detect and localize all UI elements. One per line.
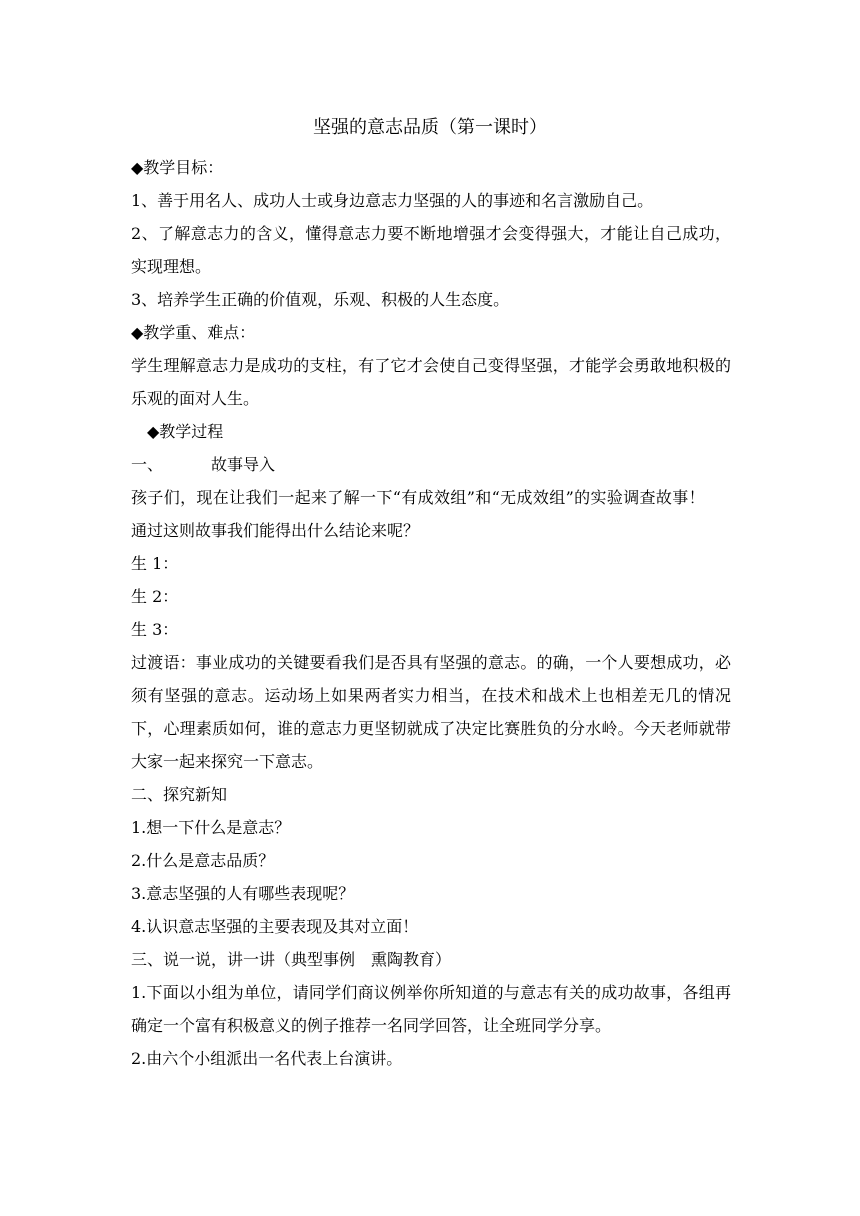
part2-item: 1.想一下什么是意志？ <box>131 818 291 837</box>
student-line: 生 1： <box>131 554 179 573</box>
document-body <box>131 151 731 1075</box>
part3-item: 2.由六个小组派出一名代表上台演讲。 <box>131 1049 403 1068</box>
part1-heading <box>131 448 731 481</box>
part2-heading: 二、探究新知 <box>131 785 228 804</box>
part1-text-b: 通过这则故事我们能得出什么结论来呢？ <box>131 521 420 540</box>
objective-item: 3、培养学生正确的价值观，乐观、积极的人生态度。 <box>131 290 510 309</box>
part3-heading <box>131 943 731 976</box>
part2-item: 4.认识意志坚强的主要表现及其对立面！ <box>131 917 419 936</box>
objective-item: 2、了解意志力的含义，懂得意志力要不断地增强才会变得强大，才能让自己成功，实现理想。 <box>131 224 731 276</box>
keypoints-text: 学生理解意志力是成功的支柱，有了它才会使自己变得坚强，才能学会勇敢地积极的乐观的面对人生。 <box>131 356 731 408</box>
student-line: 生 3： <box>131 620 179 639</box>
part1-text <box>131 481 731 547</box>
student-line: 生 2： <box>131 587 179 606</box>
part3-heading-b: 熏陶教育） <box>371 950 452 969</box>
objective-item: 1、善于用名人、成功人士或身边意志力坚强的人的事迹和名言激励自己。 <box>131 191 654 210</box>
part1-text-a: 孩子们，现在让我们一起来了解一下“有成效组”和“无成效组”的实验调查故事！ <box>131 488 705 507</box>
part1-title: 故事导入 <box>211 455 276 474</box>
part1-number: 一、 <box>131 455 164 474</box>
part2-item: 3.意志坚强的人有哪些表现呢？ <box>131 884 355 903</box>
keypoints-heading: ◆教学重、难点： <box>131 323 256 342</box>
objectives-heading: ◆教学目标： <box>131 158 224 177</box>
transition-text: 过渡语：事业成功的关键要看我们是否具有坚强的意志。的确，一个人要想成功，必须有坚强的意志。运动场上如果两者实力相当，在技术和战术上也相差无几的情况下，心理素质如何，谁的意志力更坚韧就成了决定比赛胜负的分水岭。今天老师就带大家一起来探究一下意志。 <box>131 653 731 771</box>
page-title: 坚强的意志品质（第一课时） <box>313 117 547 138</box>
part3-heading-a: 三、说一说，讲一讲（典型事例 <box>131 950 356 969</box>
part3-item: 1.下面以小组为单位，请同学们商议例举你所知道的与意志有关的成功故事，各组再确定一个富有积极意义的例子推荐一名同学回答，让全班同学分享。 <box>131 983 731 1035</box>
process-heading: ◆教学过程 <box>147 422 224 441</box>
part2-item: 2.什么是意志品质？ <box>131 851 275 870</box>
